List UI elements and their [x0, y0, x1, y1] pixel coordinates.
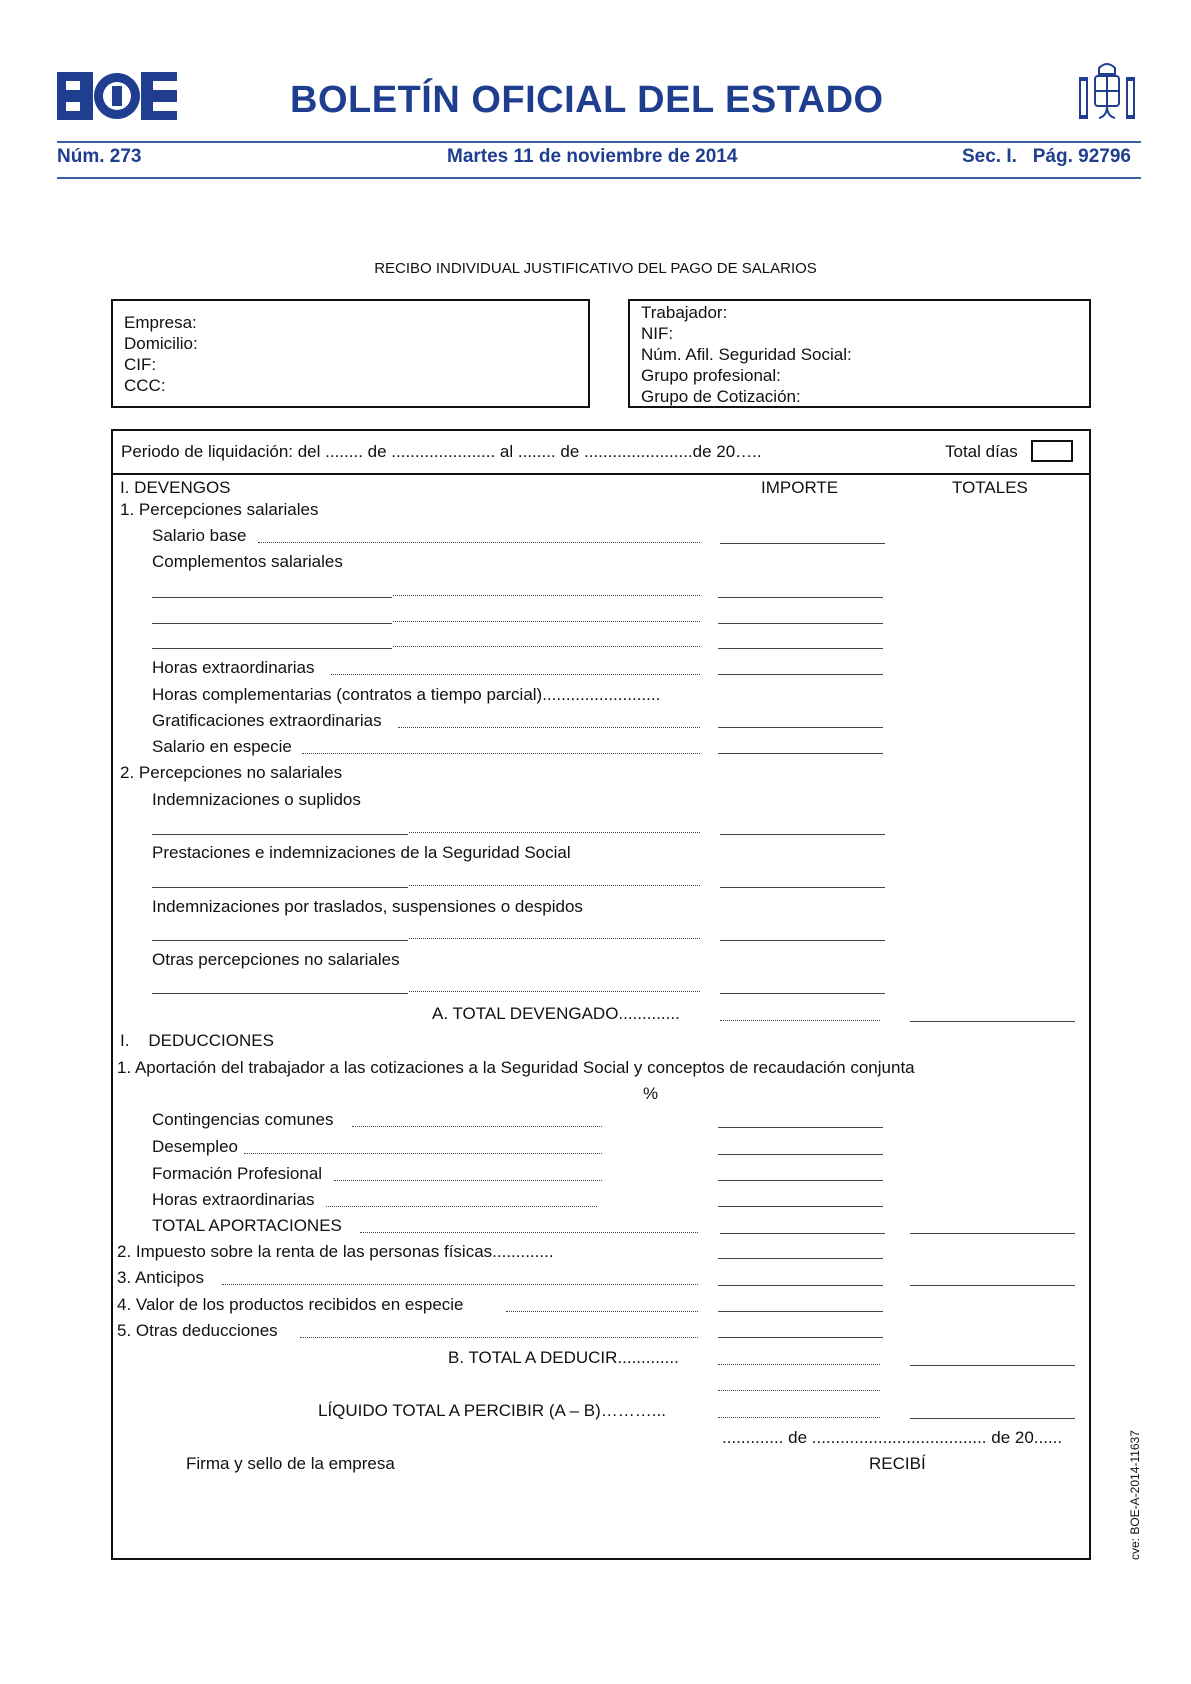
total-days-label: Total días [945, 442, 1018, 461]
importe-line[interactable] [718, 648, 883, 649]
importe-line[interactable] [718, 1180, 883, 1181]
leader-dots [326, 1206, 597, 1207]
totales-line[interactable] [910, 1365, 1075, 1366]
other-perceptions-label: Otras percepciones no salariales [152, 950, 400, 969]
importe-line[interactable] [718, 674, 883, 675]
header-rule-bottom [57, 177, 1141, 179]
salary-complements-label: Complementos salariales [152, 552, 343, 571]
totales-line[interactable] [910, 1285, 1075, 1286]
income-tax-label: 2. Impuesto sobre la renta de las personas físicas............. [117, 1242, 554, 1261]
complement-name-line[interactable] [152, 597, 392, 598]
other-deductions-label: 5. Otras deducciones [117, 1321, 278, 1340]
entry-name-line[interactable] [152, 993, 408, 994]
deduction-overtime-label: Horas extraordinarias [152, 1190, 315, 1209]
leader-dots [398, 727, 700, 728]
leader-dots [258, 542, 700, 543]
importe-line[interactable] [720, 834, 885, 835]
leader-dots [506, 1311, 698, 1312]
non-salary-perceptions-heading: 2. Percepciones no salariales [120, 763, 343, 782]
ss-number-label: Núm. Afil. Seguridad Social: [641, 345, 852, 364]
leader-dots [393, 595, 700, 596]
leader-dots [393, 621, 700, 622]
importe-line[interactable] [720, 1233, 885, 1234]
issue-number: Núm. 273 [57, 146, 142, 167]
bulletin-title: BOLETÍN OFICIAL DEL ESTADO [290, 79, 884, 121]
contribution-group-label: Grupo de Cotización: [641, 387, 801, 406]
subtotal-dots [718, 1390, 880, 1391]
coat-of-arms-icon [1077, 60, 1137, 126]
importe-line[interactable] [718, 1258, 883, 1259]
social-security-benefits-label: Prestaciones e indemnizaciones de la Seguridad Social [152, 843, 571, 862]
leader-dots [244, 1153, 602, 1154]
address-label: Domicilio: [124, 334, 198, 353]
header-rule-top [57, 141, 1141, 143]
entry-name-line[interactable] [152, 887, 408, 888]
importe-column-header: IMPORTE [761, 478, 839, 497]
company-signature-label: Firma y sello de la empresa [186, 1454, 395, 1473]
totales-line[interactable] [910, 1233, 1075, 1234]
complement-name-line[interactable] [152, 648, 392, 649]
worker-box [628, 299, 1091, 408]
worker-label: Trabajador: [641, 303, 728, 322]
leader-dots [300, 1337, 698, 1338]
common-contingencies-label: Contingencias comunes [152, 1110, 334, 1129]
period-label: Periodo de liquidación: del ........ de ...................... al ........ de .......................de 20….. [121, 442, 762, 461]
cif-label: CIF: [124, 355, 157, 374]
leader-dots [360, 1232, 698, 1233]
salary-perceptions-heading: 1. Percepciones salariales [120, 500, 319, 519]
importe-line[interactable] [718, 623, 883, 624]
base-salary-label: Salario base [152, 526, 247, 545]
company-box [111, 299, 590, 408]
signature-date-line: ............. de ..................................... de 20...... [722, 1428, 1063, 1447]
net-total-label: LÍQUIDO TOTAL A PERCIBIR (A – B)………... [318, 1401, 666, 1420]
leader-dots [352, 1126, 602, 1127]
salary-in-kind-label: Salario en especie [152, 737, 292, 756]
total-accrued-label: A. TOTAL DEVENGADO............. [432, 1004, 680, 1023]
boe-logo [57, 72, 177, 120]
importe-line[interactable] [718, 1206, 883, 1207]
cve-code: cve: BOE-A-2014-11637 [1128, 1430, 1142, 1560]
leader-dots [409, 885, 700, 886]
leader-dots [222, 1284, 698, 1285]
importe-line[interactable] [720, 887, 885, 888]
leader-dots [409, 991, 700, 992]
importe-line[interactable] [718, 1311, 883, 1312]
section-page: Sec. I. Pág. 92796 [962, 146, 1131, 167]
importe-line[interactable] [720, 993, 885, 994]
total-deductions-label: B. TOTAL A DEDUCIR............. [448, 1348, 679, 1367]
subtotal-dots [718, 1364, 880, 1365]
entry-name-line[interactable] [152, 834, 408, 835]
worker-contribution-heading: 1. Aportación del trabajador a las cotizaciones a la Seguridad Social y conceptos de recaudación conjunta [117, 1058, 915, 1077]
importe-line[interactable] [718, 597, 883, 598]
professional-training-label: Formación Profesional [152, 1164, 323, 1183]
compensation-label: Indemnizaciones o suplidos [152, 790, 361, 809]
devengos-heading: I. DEVENGOS [120, 478, 231, 497]
complementary-hours-label: Horas complementarias (contratos a tiempo parcial)......................... [152, 685, 661, 704]
advances-label: 3. Anticipos [117, 1268, 204, 1287]
leader-dots [409, 938, 700, 939]
leader-dots [331, 674, 700, 675]
importe-line[interactable] [720, 543, 885, 544]
leader-dots [302, 753, 700, 754]
percent-column-header: % [643, 1084, 659, 1103]
importe-line[interactable] [718, 1127, 883, 1128]
importe-line[interactable] [718, 1285, 883, 1286]
period-divider [111, 473, 1091, 475]
total-days-box[interactable] [1031, 440, 1073, 462]
total-contributions-label: TOTAL APORTACIONES [152, 1216, 342, 1235]
unemployment-label: Desempleo [152, 1137, 238, 1156]
main-form-box [111, 429, 1091, 1560]
totales-line[interactable] [910, 1021, 1075, 1022]
bonuses-label: Gratificaciones extraordinarias [152, 711, 382, 730]
products-in-kind-label: 4. Valor de los productos recibidos en especie [117, 1295, 464, 1314]
overtime-hours-label: Horas extraordinarias [152, 658, 315, 677]
importe-line[interactable] [720, 940, 885, 941]
transfer-compensation-label: Indemnizaciones por traslados, suspensiones o despidos [152, 897, 583, 916]
deductions-heading: I. DEDUCCIONES [120, 1031, 274, 1050]
importe-line[interactable] [718, 753, 883, 754]
importe-line[interactable] [718, 1337, 883, 1338]
received-label: RECIBÍ [869, 1454, 926, 1473]
subtotal-dots [718, 1417, 880, 1418]
professional-group-label: Grupo profesional: [641, 366, 781, 385]
importe-line[interactable] [718, 1154, 883, 1155]
document-title: RECIBO INDIVIDUAL JUSTIFICATIVO DEL PAGO DE SALARIOS [374, 260, 817, 277]
importe-line[interactable] [718, 727, 883, 728]
leader-dots [334, 1180, 602, 1181]
totales-column-header: TOTALES [952, 478, 1028, 497]
company-label: Empresa: [124, 313, 197, 332]
nif-label: NIF: [641, 324, 674, 343]
ccc-label: CCC: [124, 376, 166, 395]
subtotal-dots [720, 1020, 880, 1021]
leader-dots [393, 646, 700, 647]
issue-date: Martes 11 de noviembre de 2014 [447, 146, 738, 167]
leader-dots [409, 832, 700, 833]
entry-name-line[interactable] [152, 940, 408, 941]
complement-name-line[interactable] [152, 623, 392, 624]
totales-line[interactable] [910, 1418, 1075, 1419]
